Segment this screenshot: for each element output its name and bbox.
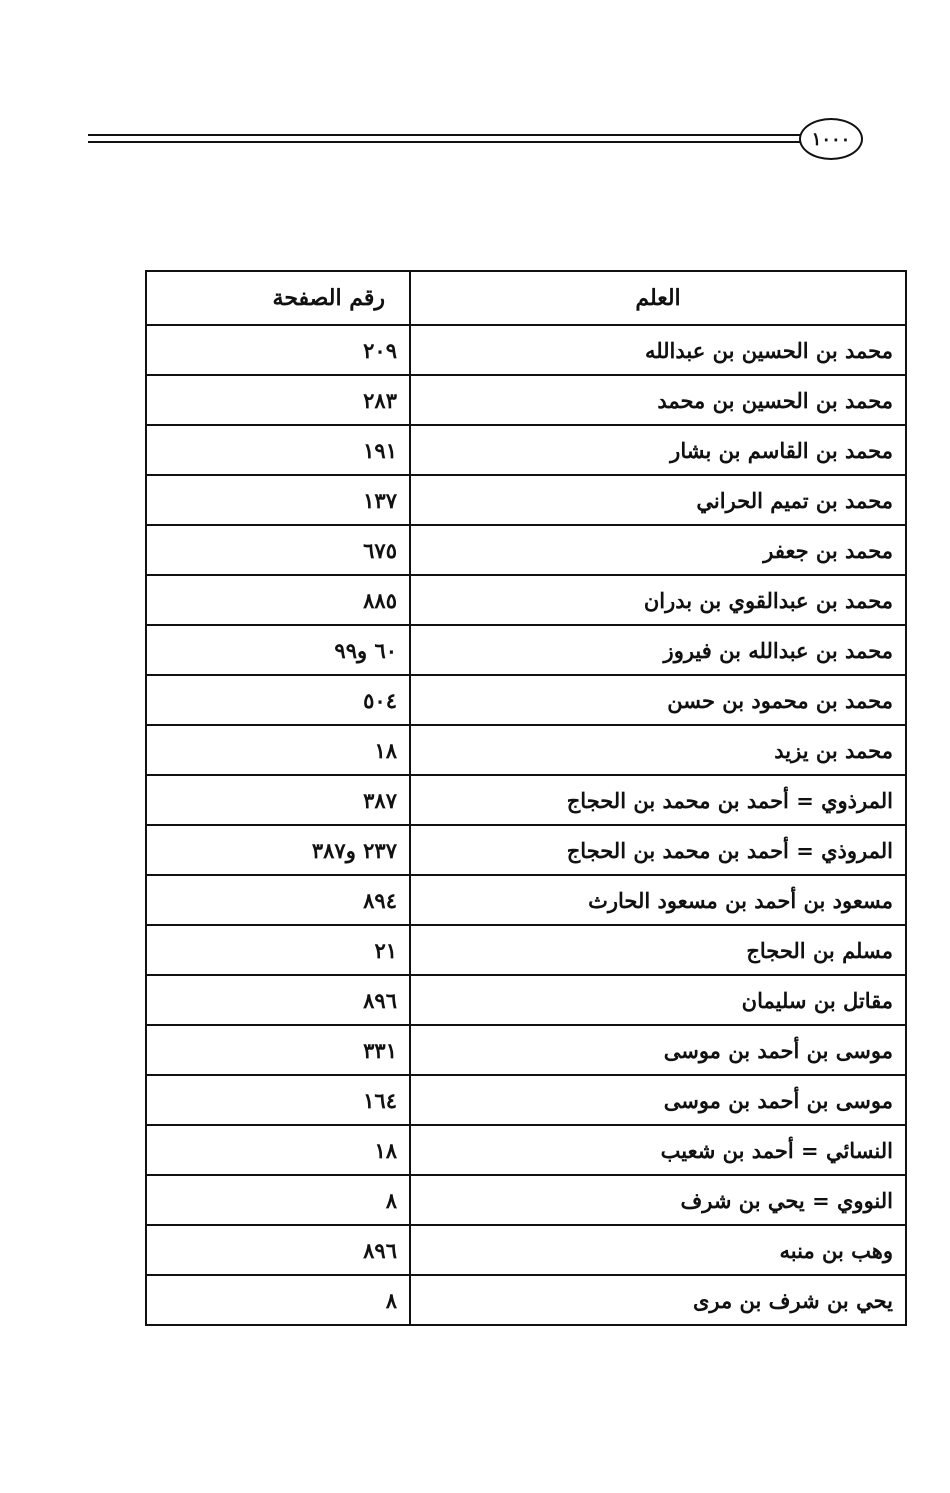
table-row — [146, 325, 906, 375]
page-number-cell: ٨ — [146, 1175, 410, 1225]
page-number-cell: ١٨ — [146, 725, 410, 775]
person-name-cell: المرذوي = أحمد بن محمد بن الحجاج — [410, 775, 906, 825]
person-name-cell: محمد بن يزيد — [410, 725, 906, 775]
person-name-cell: النووي = يحي بن شرف — [410, 1175, 906, 1225]
person-name-cell: محمد بن الحسين بن محمد — [410, 375, 906, 425]
person-name-cell: مسعود بن أحمد بن مسعود الحارث — [410, 875, 906, 925]
page-header — [88, 118, 863, 162]
table-row — [146, 1075, 906, 1125]
table-row — [146, 725, 906, 775]
table-row — [146, 975, 906, 1025]
person-name-cell: موسى بن أحمد بن موسى — [410, 1025, 906, 1075]
person-name-cell: محمد بن جعفر — [410, 525, 906, 575]
table-row — [146, 425, 906, 475]
page-number-cell: ٢٨٣ — [146, 375, 410, 425]
person-name-cell: يحي بن شرف بن مرى — [410, 1275, 906, 1325]
person-name-cell: مقاتل بن سليمان — [410, 975, 906, 1025]
column-header-name: العلم — [410, 271, 906, 325]
table-header-row — [146, 271, 906, 325]
person-name-cell: المروذي = أحمد بن محمد بن الحجاج — [410, 825, 906, 875]
page-number: ١٠٠٠ — [799, 118, 863, 160]
table-row — [146, 925, 906, 975]
page-number-cell: ٦٧٥ — [146, 525, 410, 575]
names-index-table — [145, 270, 907, 1326]
person-name-cell: وهب بن منبه — [410, 1225, 906, 1275]
page-number-cell: ٦٠ و٩٩ — [146, 625, 410, 675]
page-number-cell: ٣٨٧ — [146, 775, 410, 825]
table-row — [146, 475, 906, 525]
table-row — [146, 625, 906, 675]
page-number-cell: ١٩١ — [146, 425, 410, 475]
page-number-cell: ٨٩٤ — [146, 875, 410, 925]
page-number-cell: ١٣٧ — [146, 475, 410, 525]
person-name-cell: موسى بن أحمد بن موسى — [410, 1075, 906, 1125]
table-row — [146, 1225, 906, 1275]
page-number-cell: ٨٨٥ — [146, 575, 410, 625]
table-row — [146, 825, 906, 875]
table-row — [146, 875, 906, 925]
table-row — [146, 375, 906, 425]
person-name-cell: النسائي = أحمد بن شعيب — [410, 1125, 906, 1175]
page-number-cell: ٨ — [146, 1275, 410, 1325]
person-name-cell: محمد بن القاسم بن بشار — [410, 425, 906, 475]
page-number-cell: ٢٠٩ — [146, 325, 410, 375]
table-body — [146, 325, 906, 1325]
table-row — [146, 1175, 906, 1225]
page-number-cell: ٢٣٧ و٣٨٧ — [146, 825, 410, 875]
table-row — [146, 575, 906, 625]
page-number-cell: ٨٩٦ — [146, 1225, 410, 1275]
page-number-cell: ٣٣١ — [146, 1025, 410, 1075]
person-name-cell: محمد بن محمود بن حسن — [410, 675, 906, 725]
person-name-cell: محمد بن الحسين بن عبدالله — [410, 325, 906, 375]
page-number-cell: ٨٩٦ — [146, 975, 410, 1025]
page-number-cell: ١٦٤ — [146, 1075, 410, 1125]
person-name-cell: محمد بن عبدالقوي بن بدران — [410, 575, 906, 625]
table-row — [146, 675, 906, 725]
table-row — [146, 775, 906, 825]
page-number-cell: ١٨ — [146, 1125, 410, 1175]
person-name-cell: محمد بن تميم الحراني — [410, 475, 906, 525]
table-row — [146, 1275, 906, 1325]
page-number-cell: ٢١ — [146, 925, 410, 975]
table-row — [146, 1025, 906, 1075]
column-header-page-number: رقم الصفحة — [146, 271, 410, 325]
person-name-cell: محمد بن عبدالله بن فيروز — [410, 625, 906, 675]
table-row — [146, 1125, 906, 1175]
page-number-cell: ٥٠٤ — [146, 675, 410, 725]
table-row — [146, 525, 906, 575]
person-name-cell: مسلم بن الحجاج — [410, 925, 906, 975]
header-double-rule — [88, 134, 805, 143]
